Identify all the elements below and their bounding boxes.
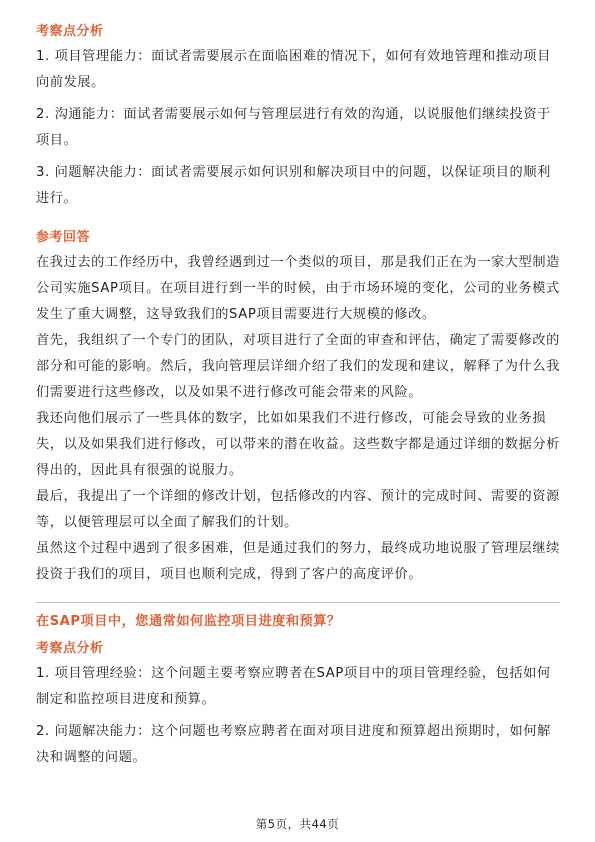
- section-title-analysis-2: 考察点分析: [36, 641, 104, 656]
- section-title-analysis: 考察点分析: [36, 24, 104, 39]
- answer-paragraph: 虽然这个过程中遇到了很多困难，但是通过我们的努力，最终成功地说服了管理层继续投资于我们的项目，项目也顺利完成，得到了客户的高度评价。: [36, 541, 560, 582]
- answer-paragraph: 最后，我提出了一个详细的修改计划，包括修改的内容、预计的完成时间、需要的资源等，以便管理层可以全面了解我们的计划。: [36, 489, 560, 530]
- answer-paragraph: 我还向他们展示了一些具体的数字，比如如果我们不进行修改，可能会导致的业务损失，以及如果我们进行修改，可以带来的潜在收益。这些数字都是通过详细的数据分析得出的，因此具有很强的说服力。: [36, 411, 560, 478]
- analysis-item: 1. 项目管理经验：这个问题主要考察应聘者在SAP项目中的项目管理经验，包括如何制定和监控项目进度和预算。: [36, 666, 551, 707]
- answer-paragraph: 在我过去的工作经历中，我曾经遇到过一个类似的项目，那是我们正在为一家大型制造公司实施SAP项目。在项目进行到一半的时候，由于市场环境的变化，公司的业务模式发生了重大调整，这导致我们的SAP项目需要进行大规模的修改。: [36, 255, 560, 322]
- question-heading: 在SAP项目中，您通常如何监控项目进度和预算？: [36, 614, 341, 629]
- answer-paragraph: 首先，我组织了一个专门的团队，对项目进行了全面的审查和评估，确定了需要修改的部分和可能的影响。然后，我向管理层详细介绍了我们的发现和建议，解释了为什么我们需要进行这些修改，以及如果不进行修改可能会带来的风险。: [36, 333, 560, 400]
- analysis-item: 2. 沟通能力：面试者需要展示如何与管理层进行有效的沟通，以说服他们继续投资于项目。: [36, 107, 551, 148]
- analysis-item: 3. 问题解决能力：面试者需要展示如何识别和解决项目中的问题，以保证项目的顺利进行。: [36, 165, 551, 206]
- section-title-answer: 参考回答: [36, 230, 91, 245]
- analysis-item: 1. 项目管理能力：面试者需要展示在面临困难的情况下，如何有效地管理和推动项目向前发展。: [36, 49, 551, 90]
- page-number-footer: 第5页，共44页: [255, 817, 340, 831]
- page-content: [36, 22, 560, 777]
- section-divider: [36, 602, 560, 603]
- analysis-item: 2. 问题解决能力：这个问题也考察应聘者在面对项目进度和预算超出预期时，如何解决和调整的问题。: [36, 724, 551, 765]
